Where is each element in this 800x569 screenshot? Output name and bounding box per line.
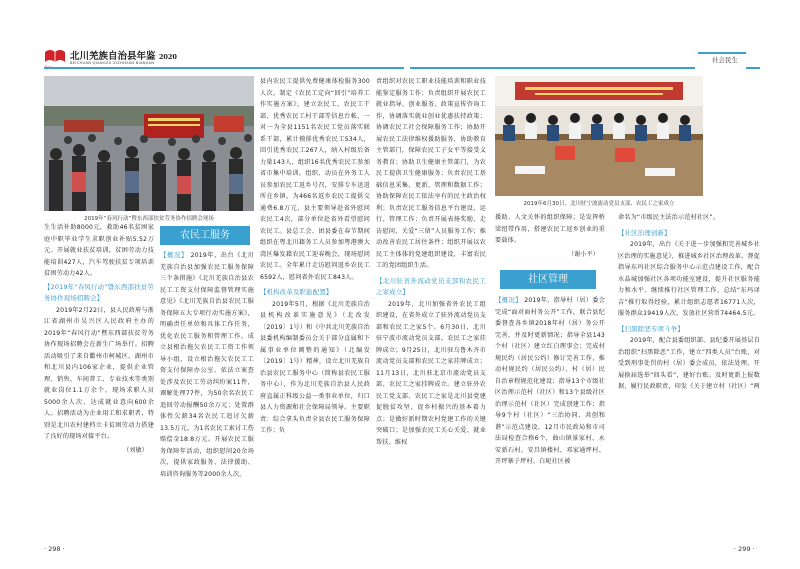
section-title-farmer-workers: 农民工服务 <box>160 226 250 245</box>
paragraph: 2019年，北川加强省外农民工组织建设，在省外成立了驻外流动党员支部和农民工之家5个。6月30日，北川驻宁波市流动党员支部、农民工之家挂牌成立；9月25日，北川驻乌鲁木齐市流动党员支部和农民工之家挂牌成立；11月13日，北川驻北京市流动党员支部、农民工之家挂牌成立。建立驻外农民工党支部、农民工之家是北川县党建促脱贫攻坚、促乡村振兴的基本着力点；是做好新时期农村党建工作的关键突破口；是加强农民工关心关爱、就业帮扶、维权 <box>376 300 486 446</box>
subheading: 【概况】 <box>495 296 522 304</box>
section-title-community: 社区管理 <box>500 270 596 289</box>
header-rule-right <box>410 67 695 69</box>
paragraph: 2019年2月22日，县人民政府与浙江省湖州市吴兴区人民政府主办的2019年“春风行动”暨东西部扶贫劳务协作现场招聘会在新生广场举行。招聘活动吸引了来自衢州市柯城区、湖州市和北川县内106家企业，提供企业管理、销售、车间普工、专业技术等类别就业岗位1.1万余个，现场求职人员5000余人次，达成就业意向600余人。招聘活动为企业用工和求职者，特别是北川农村建档立卡贫困劳动力搭建了良好的现场对接平台。 <box>44 306 154 440</box>
left-col-4 <box>376 76 486 448</box>
paragraph: 2019年，出台《关于进一步加强和完善城乡社区治理的实施意见》，推进城乡社区治理改革。督促指导东玛社区综合服务中心示范点建设工作，配合水晶城加强社区各项功能室建设，提升社区服务能力和水平。继续推行社区管理工作，总结“东玛译吉”推行取得经验，累计组织志愿者16771人次，服务群众19419人次，发放社区营币74464.5元。 <box>618 241 760 317</box>
meeting-photo-image <box>495 76 703 196</box>
subheading: 【社区治理创新】 <box>618 228 671 237</box>
paragraph: 2019年，指导村（居）委会完成“面对面村务公开”工作，联合县纪委督查各乡镇2018年村（居）务公开完善，并及时更新情况；指导全县143个村（社区）建立红白理事会；完成村规民约（居民公约）修订完善工作，推动村规民约（居民公约）、村（居）民自治章程规范化建设；指导13个市级社区治理示范村（社区）和13个县级社区治理示范村（社区）完成创建工作；指导9个村（社区）“三治协同、共创和谐”示范点建设，12月市民政局和市司法局检查合格6个，曲山镇景家村、永安新石村、安昌镇楼村、邓家通坪村、开坪寨子坪村、白坭社区被 <box>495 297 606 465</box>
page-number-right: · 299 · <box>734 545 755 553</box>
left-col-1 <box>44 222 154 456</box>
left-col-3 <box>260 76 370 437</box>
header-rule-far-right <box>746 67 760 69</box>
page-number-left: · 298 · <box>44 545 65 553</box>
right-photo-caption: 2019年6月30日，北川驻宁波流动党员支部、农民工之家成立 <box>523 201 675 207</box>
left-photo-caption: 2019年“春风行动”暨东西部扶贫劳务协作招聘会现场 <box>84 216 214 222</box>
header-section-label: 社会民生 <box>712 56 738 64</box>
paragraph: 援助、人文关怀的组织保障；是发挥桥梁纽带作用，搭建农民工返乡创业的重要载体。 <box>495 214 605 244</box>
header-pinyin: BEICHUAN QIANGZU ZIZHIXIAN NIANJIAN <box>70 61 155 65</box>
paragraph: 2019年5月，根据《北川羌族自治县机构改革实施意见》（北改发〔2019〕1号）和《中共北川羌族自治县委机构编制委员会关于部分直属和下属事业单位调整的通知》（北编发〔2019〕1号）精神，设立北川羌族自治县农民工服务中心（简称县农民工服务中心），作为北川羌族自治县人民政府直属正科级公益一类事业单位，归口县人力资源和社会保障局领导。主要职责：综合拿头负责全县农民工服务保障工作；负 <box>260 300 370 434</box>
left-photo <box>44 76 254 211</box>
subheading: 【机构改革及职能配置】 <box>260 288 333 296</box>
paragraph: 县内农民工提供免费健康体检服务300人次。制定《农民工定向“回引”培养工作实施方案》，建立农民工、农民工干部、优秀农民工村干部等信息台帐，一对一为全县1151名农民工党员落实联系干部，累计摸排优秀农民工534人，回引优秀农民工267人，纳入村级后备力量143人，组织16名优秀农民工参加省市集中培训。组织、动员在外务工人员参加农民工返乡号召，安排专车送返所在乡镇，为466名返乡农民工提供交通费6.8万元，县主要领导赴省外慰问农民工4次，部分单位赴省外看望慰问农民工。县总工会、团县委在春节期间组织在粤北川籍务工人员参加粤港澳大湾区爆发籍农民工迎春晚会，现场慰问农民工。全年累计走访慰问返乡农民工6592人，慰问省外农民工843人。 <box>260 78 370 281</box>
crowd-photo-image <box>44 76 254 211</box>
header-year: 2020 <box>158 53 177 61</box>
header-title-text: 北川羌族自治县年鉴 <box>70 51 156 62</box>
subheading: 【2019年“春风行动”暨东西部扶贫劳务协作现场招聘会】 <box>44 282 154 302</box>
paragraph: 命名为“市级民主法治示范村社区”。 <box>618 214 720 221</box>
right-col-1b <box>495 295 605 468</box>
right-col-1 <box>495 212 605 260</box>
byline: （刘敏） <box>123 446 148 454</box>
paragraph: 2019年，出台《北川羌族自治县加强农民工服务保障三个条措施》《北川羌族自治县农民工工资支付保障监督管理实施意见》《北川羌族自治县农民工服务保障五大专项行动实施方案》，明确责任单位和具体工作任务，优化农民工服务和管理工作。成立县根治拖欠农民工工资工作领导小组，设立根治拖欠农民工工资支付保障办公室，依法立案查处涉及农民工劳动纠纷案11件，调解处理77件，为50余名农民工追回劳动报酬50余万元；处置群体性欠薪34名农民工追讨欠薪13.5万元，为1名农民工索讨工伤赔偿金18.8万元。开展农民工服务保障年活动，组织慰问20余场次，提供家政服务、法律援助、培训咨询服务等2000余人次。 <box>160 252 255 478</box>
right-col-2 <box>618 212 760 393</box>
paragraph: 生生活补助8000元，救助46名贫困家庭中职毕业学生求职创业补贴5.52万元。开展就业扶贫培训，贫困劳动力技能培训427人，汽车驾驶扶贫专项培训贫困劳动力42人。 <box>44 224 154 277</box>
subheading: 【扫黑除恶专项斗争】 <box>618 324 684 333</box>
left-col-2 <box>160 250 254 480</box>
subheading: 【概况】 <box>160 251 189 259</box>
book-logo-icon <box>44 48 66 66</box>
header-rule-left <box>44 67 404 69</box>
right-photo <box>495 76 703 196</box>
header-logo <box>44 48 66 66</box>
header-title <box>70 48 177 62</box>
paragraph: 责组织对农民工职业技能培训和职业技能鉴定服务工作；负责组织开展农民工就业指导、创业服务、政策宣传咨询工作，协调落实就业创业优惠扶持政策；协调农民工社会保障服务工作；协助开展农民工法律维权援助服务，协助教育主管部门，保障农民工子女平等接受义务教育；协助卫生健康主管部门，为农民工提供卫生健康服务；负责农民工基础信息采集、更新、管理和数据工作；协助保障农民工依法享有的民主政治权利；负责农民工服务信息平台建设、运行、管理工作；负责开展表扬奖励、走访慰问、关爱“三留”人员服务工作；推动改善农民工居住条件；组织开展以农民工主体体的党建组织建设，丰富农民工的党团组织生活。 <box>376 78 486 269</box>
paragraph: 2019年，配合县委组织部、县纪委开展基层自治组织“扫黑除恶”工作，建立“四类人员”台账，对受到刑事处罚的村（居）委会成员，依法处理。开展换届选举“回头看”，建好台账。及时更新上报数据，履行民政职责，印发《关于建立村（社区）“两 <box>618 337 760 390</box>
subheading: 【北川驻省外流动党员支部和农民工之家成立】 <box>376 276 486 296</box>
byline: （谢小平） <box>567 250 599 258</box>
